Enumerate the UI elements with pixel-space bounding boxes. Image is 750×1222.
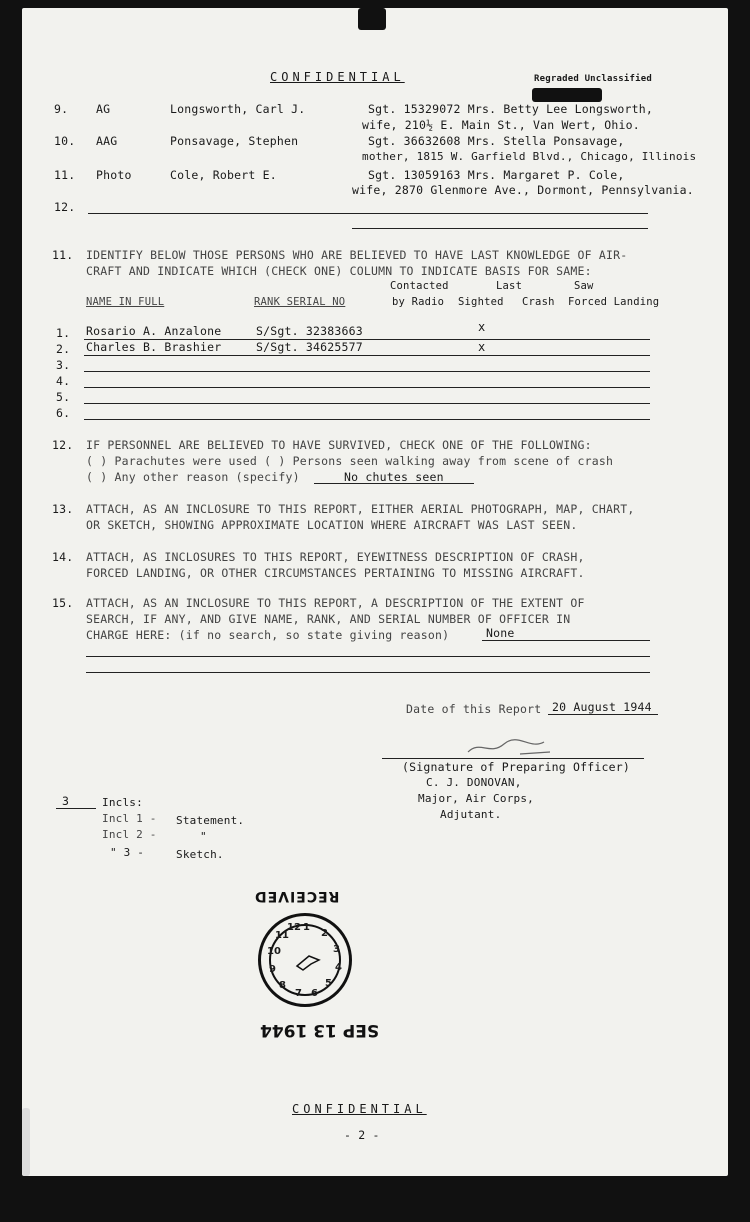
crew-info1-9: Sgt. 15329072 Mrs. Betty Lee Longsworth, xyxy=(368,102,653,116)
page-number: - 2 - xyxy=(344,1128,380,1142)
officer-title: Adjutant. xyxy=(440,808,502,821)
col-head-sighted: Sighted xyxy=(458,296,504,308)
section-11-text2: CRAFT AND INDICATE WHICH (CHECK ONE) COLUMN TO INDICATE BASIS FOR SAME: xyxy=(86,264,592,278)
table-rule xyxy=(84,403,650,404)
witness-mark: x xyxy=(478,320,486,334)
crew-name-9: Longsworth, Carl J. xyxy=(170,102,306,116)
date-line xyxy=(548,714,658,715)
table-rule xyxy=(84,387,650,388)
section-15-line3: CHARGE HERE: (if no search, so state giving reason) xyxy=(86,628,450,642)
witness-rank: S/Sgt. 32383663 xyxy=(256,324,363,338)
count-line xyxy=(56,808,96,809)
regraded-stamp: Regraded Unclassified xyxy=(534,74,652,84)
col-head-forced-landing: Forced Landing xyxy=(568,296,660,308)
section-12-line1: IF PERSONNEL ARE BELIEVED TO HAVE SURVIVED, CHECK ONE OF THE FOLLOWING: xyxy=(86,438,592,452)
col-head-radio: by Radio xyxy=(392,296,445,308)
inclosure-count: 3 xyxy=(62,794,70,808)
crew-num-11: 11. xyxy=(54,168,76,182)
crew-info2-10: mother, 1815 W. Garfield Blvd., Chicago, Illinois xyxy=(362,150,697,163)
page-edge xyxy=(22,1108,30,1176)
blank-line xyxy=(352,228,648,229)
report-date: 20 August 1944 xyxy=(552,700,652,714)
crew-num-10: 10. xyxy=(54,134,76,148)
received-date-stamp xyxy=(258,913,352,1007)
classification-footer: CONFIDENTIAL xyxy=(292,1102,427,1116)
col-head-contacted: Contacted xyxy=(390,280,449,292)
crew-num-12: 12. xyxy=(54,200,76,214)
witness-name: Rosario A. Anzalone xyxy=(86,324,222,338)
crew-role-11: Photo xyxy=(96,168,132,182)
section-13-line1: ATTACH, AS AN INCLOSURE TO THIS REPORT, EITHER AERIAL PHOTOGRAPH, MAP, CHART, xyxy=(86,502,635,516)
blank-line xyxy=(86,672,650,673)
crew-name-11: Cole, Robert E. xyxy=(170,168,277,182)
crew-role-9: AG xyxy=(96,102,111,116)
section-14-line1: ATTACH, AS INCLOSURES TO THIS REPORT, EYEWITNESS DESCRIPTION OF CRASH, xyxy=(86,550,585,564)
stamp-hour: 5 xyxy=(325,978,332,989)
stamp-hour: 11 xyxy=(275,930,289,941)
stamp-hour: 7 xyxy=(295,988,302,999)
witness-num: 5. xyxy=(56,390,71,404)
received-stamp-word: RECEIVED xyxy=(254,888,340,904)
stamp-hour: 12 xyxy=(287,922,301,933)
section-15-num: 15. xyxy=(52,596,74,610)
document-page xyxy=(22,8,728,1176)
officer-rank: Major, Air Corps, xyxy=(418,792,534,805)
table-rule xyxy=(84,371,650,372)
witness-rank: S/Sgt. 34625577 xyxy=(256,340,363,354)
stamp-hour: 3 xyxy=(333,944,340,955)
table-rule xyxy=(84,419,650,420)
col-head-saw: Saw xyxy=(574,280,594,292)
section-14-num: 14. xyxy=(52,550,74,564)
blank-line xyxy=(86,656,650,657)
stamp-hour: 4 xyxy=(335,962,342,973)
section-13-num: 13. xyxy=(52,502,74,516)
punch-hole xyxy=(358,8,386,30)
signature-line xyxy=(382,758,644,759)
signature-scrawl xyxy=(460,730,580,758)
section-14-line2: FORCED LANDING, OR OTHER CIRCUMSTANCES PERTAINING TO MISSING AIRCRAFT. xyxy=(86,566,585,580)
section-15-line2: SEARCH, IF ANY, AND GIVE NAME, RANK, AND SERIAL NUMBER OF OFFICER IN xyxy=(86,612,571,626)
section-11-num: 11. xyxy=(52,248,74,262)
stamp-hour: 10 xyxy=(267,946,281,957)
answer-line xyxy=(314,483,474,484)
stamp-pointer-icon xyxy=(295,952,321,972)
crew-num-9: 9. xyxy=(54,102,69,116)
section-13-line2: OR SKETCH, SHOWING APPROXIMATE LOCATION WHERE AIRCRAFT WAS LAST SEEN. xyxy=(86,518,578,532)
col-head-crash: Crash xyxy=(522,296,555,308)
witness-num: 6. xyxy=(56,406,71,420)
witness-num: 1. xyxy=(56,326,71,340)
section-11-text1: IDENTIFY BELOW THOSE PERSONS WHO ARE BELIEVED TO HAVE LAST KNOWLEDGE OF AIR- xyxy=(86,248,628,262)
section-12-line2: ( ) Parachutes were used ( ) Persons seen walking away from scene of crash xyxy=(86,454,614,468)
inclosure-item-label: " 3 - xyxy=(110,846,145,859)
stamp-hour: 6 xyxy=(311,988,318,999)
inclosure-item-desc: " xyxy=(200,830,207,843)
section-15-answer: None xyxy=(486,626,515,640)
stamp-hour: 1 xyxy=(303,922,310,933)
officer-name: C. J. DONOVAN, xyxy=(426,776,522,789)
answer-line xyxy=(482,640,650,641)
witness-num: 2. xyxy=(56,342,71,356)
stamp-hour: 2 xyxy=(321,928,328,939)
col-head-name: NAME IN FULL xyxy=(86,296,165,308)
inclosure-item-desc: Sketch. xyxy=(176,848,224,861)
section-12-line3: ( ) Any other reason (specify) xyxy=(86,470,300,484)
witness-num: 4. xyxy=(56,374,71,388)
stamp-hour: 9 xyxy=(269,964,276,975)
stamp-hour: 8 xyxy=(279,980,286,991)
inclosure-item-desc: Statement. xyxy=(176,814,245,827)
crew-info2-9: wife, 210½ E. Main St., Van Wert, Ohio. xyxy=(362,118,640,132)
classification-header: CONFIDENTIAL xyxy=(270,70,405,84)
signature-caption: (Signature of Preparing Officer) xyxy=(402,760,630,774)
section-12-answer: No chutes seen xyxy=(344,470,444,484)
crew-info1-11: Sgt. 13059163 Mrs. Margaret P. Cole, xyxy=(368,168,625,182)
inclosure-item-label: Incl 1 - xyxy=(102,812,157,825)
blank-line xyxy=(88,213,648,214)
section-15-line1: ATTACH, AS AN INCLOSURE TO THIS REPORT, A DESCRIPTION OF THE EXTENT OF xyxy=(86,596,585,610)
date-label: Date of this Report xyxy=(406,702,542,716)
witness-mark: x xyxy=(478,340,486,354)
witness-num: 3. xyxy=(56,358,71,372)
col-head-rank: RANK SERIAL NO xyxy=(254,296,346,308)
crew-role-10: AAG xyxy=(96,134,118,148)
received-date: SEP 13 1944 xyxy=(260,1020,380,1040)
table-rule xyxy=(84,355,650,356)
crew-info2-11: wife, 2870 Glenmore Ave., Dormont, Pennsylvania. xyxy=(352,183,694,197)
crew-info1-10: Sgt. 36632608 Mrs. Stella Ponsavage, xyxy=(368,134,625,148)
crew-name-10: Ponsavage, Stephen xyxy=(170,134,299,148)
col-head-last: Last xyxy=(496,280,523,292)
inclosure-item-label: Incl 2 - xyxy=(102,828,157,841)
stamp-blot xyxy=(532,88,602,102)
witness-name: Charles B. Brashier xyxy=(86,340,222,354)
section-12-num: 12. xyxy=(52,438,74,452)
inclosure-label: Incls: xyxy=(102,796,143,809)
